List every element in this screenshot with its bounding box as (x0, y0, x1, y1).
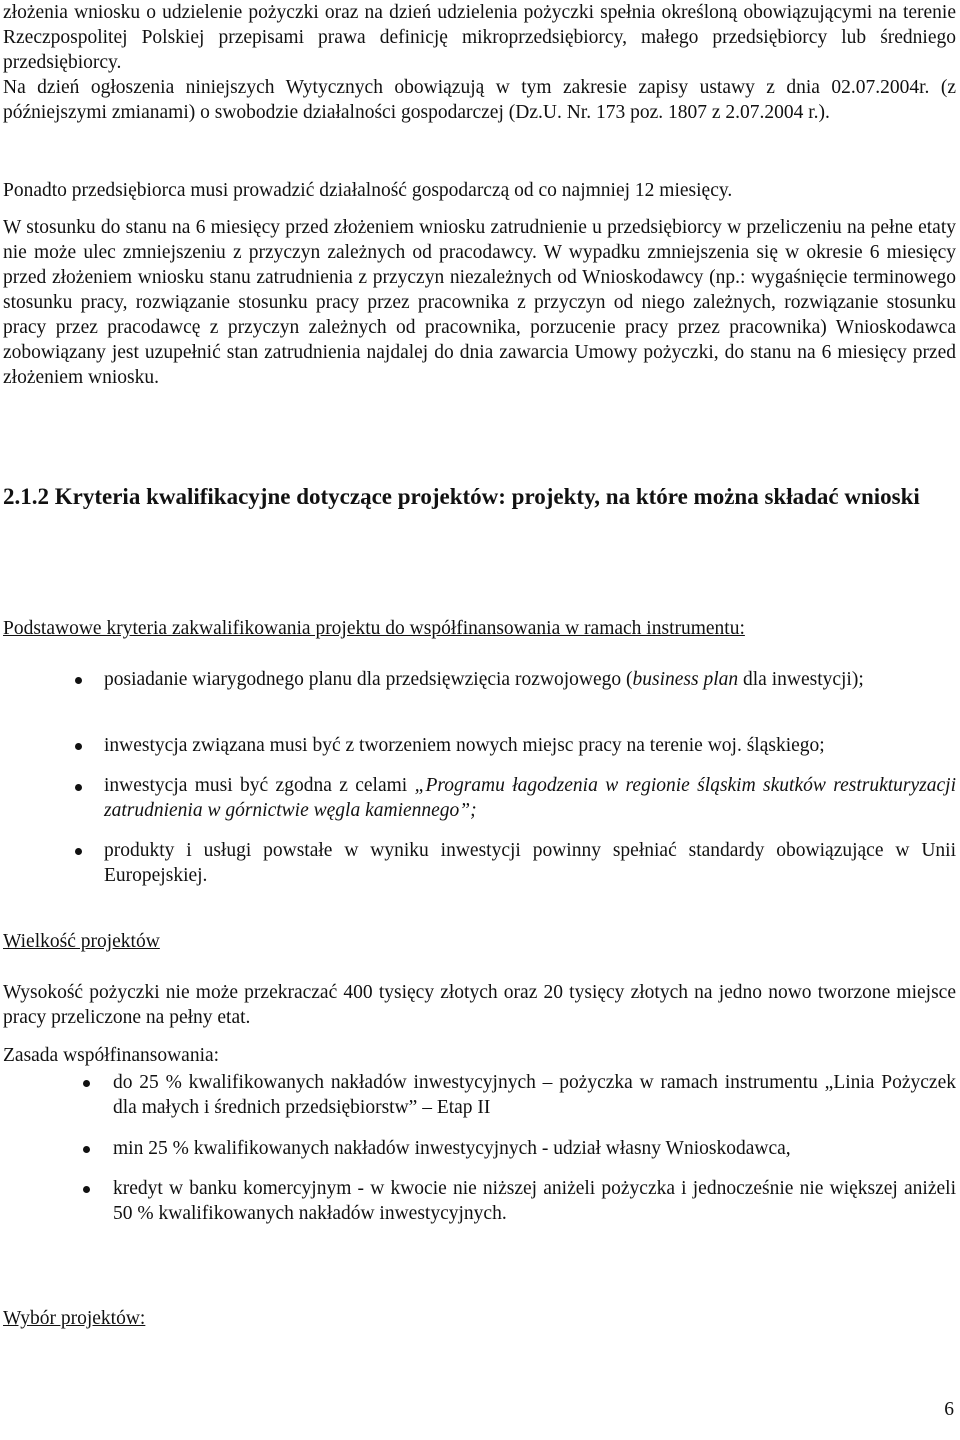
size-text: Wysokość pożyczki nie może przekraczać 400 tysięcy złotych oraz 20 tysięcy złotych na jedno nowo tworzone miejsce pracy przeliczone na pełny etat. (3, 982, 956, 1028)
size-heading: Wielkość projektów (3, 931, 160, 952)
paragraph-definition: złożenia wniosku o udzielenie pożyczki oraz na dzień udzielenia pożyczki spełnia określoną obowiązującymi na terenie Rzeczpospolitej Polskiej przepisami prawa definicję mikroprzedsiębiorcy, małego przedsiębiorcy lub średniego przedsiębiorcy. (3, 2, 956, 73)
paragraph-activity-period: Ponadto przedsiębiorca musi prowadzić działalność gospodarczą od co najmniej 12 miesięcy. (3, 180, 733, 201)
cofinancing-item-own-share: min 25 % kwalifikowanych nakładów inwestycyjnych - udział własny Wnioskodawca, (113, 1138, 791, 1159)
criteria-item-eu-standards: produkty i usługi powstałe w wyniku inwestycji powinny spełniać standardy obowiązujące w Unii Europejskiej. (104, 840, 956, 886)
bullet-icon (83, 1186, 90, 1193)
page-number: 6 (944, 1399, 954, 1420)
section-number: 2.1.2 (3, 484, 49, 509)
cofinancing-heading: Zasada współfinansowania: (3, 1045, 220, 1066)
criteria-item-business-plan: posiadanie wiarygodnego planu dla przedsięwzięcia rozwojowego (business plan dla inwestycji); (104, 669, 864, 690)
paragraph-regulation: Na dzień ogłoszenia niniejszych Wytycznych obowiązują w tym zakresie zapisy ustawy z dnia 02.07.2004r. (z późniejszymi zmianami) o swobodzie działalności gospodarczej (Dz.U. Nr. 173 poz. 1807 z 2.07.2004 r.). (3, 77, 956, 123)
criteria-item-jobs: inwestycja związana musi być z tworzeniem nowych miejsc pracy na terenie woj. śląskiego; (104, 735, 825, 756)
bullet-icon (75, 848, 82, 855)
criteria-item-program: inwestycja musi być zgodna z celami „Programu łagodzenia w regionie śląskim skutków restrukturyzacji zatrudnienia w górnictwie węgla kamiennego”; (104, 775, 956, 821)
cofinancing-item-loan: do 25 % kwalifikowanych nakładów inwestycyjnych – pożyczka w ramach instrumentu „Linia Pożyczek dla małych i średnich przedsiębiorstw” – Etap II (113, 1072, 956, 1118)
bullet-icon (75, 677, 82, 684)
criteria-heading: Podstawowe kryteria zakwalifikowania projektu do współfinansowania w ramach instrumentu: (3, 618, 745, 639)
paragraph-employment: W stosunku do stanu na 6 miesięcy przed złożeniem wniosku zatrudnienie u przedsiębiorcy w przeliczeniu na pełne etaty nie może ulec zmniejszeniu z przyczyn zależnych od pracodawcy. W wypadku zmniejszenia się w okresie 6 miesięcy przed złożeniem wniosku stanu zatrudnienia z przyczyn niezależnych od Wnioskodawcy (np.: wygaśnięcie terminowego stosunku pracy, rozwiązanie stosunku pracy przez pracownika z przyczyn od niego zależnych, rozwiązanie stosunku pracy przez pracodawcę z przyczyn zależnych od pracownika, porzucenie pracy przez pracownika) Wnioskodawca zobowiązany jest uzupełnić stan zatrudnienia najdalej do dnia zawarcia Umowy pożyczki, do stanu na 6 miesięcy przed złożeniem wniosku. (3, 217, 956, 388)
section-heading (3, 474, 956, 520)
bullet-icon (83, 1080, 90, 1087)
selection-heading: Wybór projektów: (3, 1308, 146, 1329)
bullet-icon (83, 1146, 90, 1153)
section-title: Kryteria kwalifikacyjne dotyczące projektów: projekty, na które można składać wnioski (54, 484, 920, 509)
cofinancing-item-credit: kredyt w banku komercyjnym - w kwocie nie niższej aniżeli pożyczka i jednocześnie nie większej aniżeli 50 % kwalifikowanych nakładów inwestycyjnych. (113, 1178, 956, 1224)
bullet-icon (75, 784, 82, 791)
bullet-icon (75, 743, 82, 750)
